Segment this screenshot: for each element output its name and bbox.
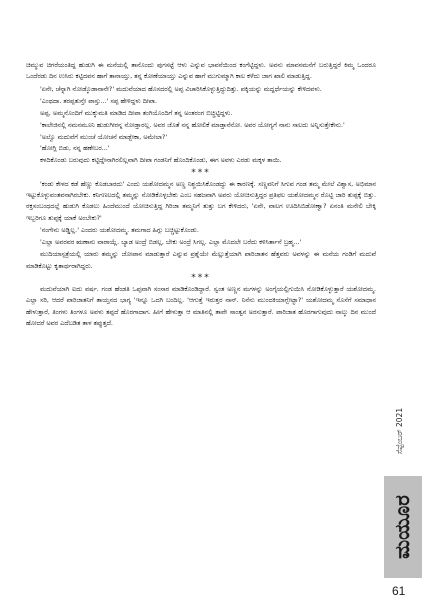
paragraph: 'ಎಲ್ಲಾ ಅವರವರ ಋಣಾನು ವಾರಾಯ್ಲೆ. ಬ್ಯಾಡ ಅಂದ್ರೆ ಬಿಡಲ್ಲ, ಬೇಕು ಅಂದ್ರೆ ಸಿಗಲ್ಲ. ಎಲ್ಲಾ ಮೊದಲೇ ಬರೆದು ಕಳಿಸಿರ್ತಾನೆ ಬ್ರಹ್ಮ...' xyxy=(40,238,302,247)
paragraph: 'ಕಾಲೇಜಿನಲ್ಲಿ ನಮನಮೂನಿ ಹುಡುಗೀರನ್ನ ನೋಡ್ತಾರಲ್ಲ. ಅವರ ಜೊತೆ ನನ್ನ ಹೋಲಿಕೆ ಮಾಡ್ತಾನೆನೋ. ಅವರ ಯೋಗ್ಯಗೆ ನಾನು ಸಾಲದು ಅನ್ನಿಸುತ್ತೇಕೇನು.' xyxy=(40,121,345,130)
paragraph: ಅಪ್ಪ, ಅಮ್ಮನೊಂದಿಗೆ ಮುಕ್ಕುಮತಿ ಮಾಡಿದ ದೀಪಾ ತಂಗಿಯೊಂದಿಗೆ ತನ್ನ ಅಂತರಂಗ ಬಿಚ್ಚಿಟ್ಟಿದ್ದಳು. xyxy=(40,109,233,118)
paragraph: ಮುದಿಯಾಸ್ಪತ್ರೆಯಲ್ಲಿ ಯಾರು ತಮ್ಮನ್ನು ಜೋಪಾನ ಮಾಡುತ್ತಾರೆ ಎನ್ನುವ ಪ್ರಶ್ನೆಯೇ ಮೆಲ್ಲುತ್ತೆಯಾಗಿ ಪಾರಿಜಾತನ ಹೆತ್ತವರು ಅವಳನ್ನು ಈ ಮನೆಯ ಗಂಡಿಗೆ ಮದುವೆ ಮಾಡಿಕೊಟ್ಟು ಕೃತಾರ್ಥರಾಗಿದ್ದರು. xyxy=(26,250,376,270)
issue-date xyxy=(388,388,412,474)
magazine-logo xyxy=(386,478,420,576)
paragraph: ಕಳದಿಕೊಂಡು ಬರುವುದು ಕಟ್ಟಿದ್ದೇನಾಗಿರಲಿಲ್ಲವಾಗಿ ದೀಪಾ ಗಂಡನಿಗೆ ಹೊಂದಿಕೊಂಡು, ಈಗ ಅವಳು ಎರಡು ಮಕ್ಕಳ ತಾಯಿ. xyxy=(40,156,282,165)
paragraph: 'ಏನೇ, ಚೆನ್ನಾಗಿ ನೋಡ್ಕೊಡಾನಾನೇ?' ಮದುವೆಯಾದ ಹೊಸದರಲ್ಲಿ ಅಪ್ಪ ವಿಚಾರಿಸಿಕೊಳ್ಳುತ್ತಿದ್ದುದಿತ್ತು. ಪಕ್ಕಿಯನ್ನು ಮದ್ದರ್ಧೆಯನ್ನು ಕೇಳಿದವಳು. xyxy=(40,84,322,93)
issue-date-label: ಸೆಪ್ಟೆಂಬರ್ 2021 xyxy=(395,407,405,455)
paragraph: 'ಅಲ್ವೊ ಮದುವೆಗೆ ಮುಂಚೆ ಯೋಚನೆ ಮಾಡ್ಬೇಕಾ, ಅಮೇಲಾ?' xyxy=(40,132,168,141)
section-break: *** xyxy=(191,167,211,178)
paragraph: 'ಎಂಥದಾ. ತರಪ್ಪತುನ್ತೇ ಪಾಸ್ತು...' ಸಪ್ಪ ಹೇಳಿದ್ದಳು ದೀಪಾ. xyxy=(40,96,158,105)
page-number: 61 xyxy=(392,584,406,598)
paragraph: ಚಿಮ್ಮುವ ಚಿಗರೆಯಂತಿದ್ದ ಹುಡುಗಿ ಈ ಮನೆಯಲ್ಲಿ ತಾನೊಂದು ಪುಗಸಟ್ಟೆ ಆಳು ಎನ್ನುವ ಭಾವನೆಯಿಂದ ಕಂಗೆಟ್ಟಿದ್ದಳು. ಅವನು ಮಾವನಮನೆಗೆ ಬರುತ್ತಿದ್ದರೆ ಕಿಮ್ಮ ಒಂದರೂ ಒಂದೆರಡು ದಿನ ಉಸಿರು ಕಟ್ಟಿದವನ ಹಾಗೆ ತಾನಾಯ್ತು, ತನ್ನ ಕೋಣೆಯಾಯ್ತು ಎನ್ನುವ ಹಾಗೆ ಮುಗುಮ್ಮಾಗಿ ಕಾಲ ಕಳೆದು ಜಾಗ ಖಾಲಿ ಮಾಡುತ್ತಿದ್ದ. xyxy=(26,61,376,81)
paragraph: 'ಹೋಗ್ಲಿ ಬಿಡು, ನನ್ನ ಹಣೇಬರ...' xyxy=(40,144,110,153)
paragraph: 'ಕಂಡು ಕೇಳದ ಕಡೆ ಹೆಣ್ಣು ಕೊಡಬಾರದು' ಎಂದು ಯಶೋದಮ್ಮನ ಅಣ್ಣ ನಿಶ್ಚಯಿಸಿಕೊಂಡದ್ದು ಈ ಕಾರಣಕ್ಕೆ. ಸಣ್ಣವನಿಗೆ ಸಿಗುವ ಗಂಡ ತಮ್ಮ ಮೇಲೆ ವಿಶ್ವಾಸ, ಅಭಿಮಾನ ಇಟ್ಟುಕೊಳ್ಳುವಂತವನಾಗಿರಬೇಕು. ಕನಿಗಣಲದಲ್ಲಿ ತಮ್ಮನ್ನು ನೋಡಿಕೊಳ್ಳಬೇಕು ಎಂಬ ಸಹಜವಾಗಿ ಅವರು ಯೋಚಿಸುತ್ತಿದ್ದರ ಪ್ರತಿಫಲ ಯಶೋದಮ್ಮನ ರೊಟ್ಟಿ ಜಾರಿ ತುಪ್ಪಕ್ಕೆ ಬಿತ್ತು. ರಕ್ತಸಂಬಂಧದಲ್ಲೆ ಹುಡುಗಿ ಕೊಡಲು ಹಿಂದೆಮುಂದೆ ಯೋಚಿಸುತ್ತಿದ್ದ ಗಿರಿಜಾ ತಮ್ಮನಿಗೆ ತುತ್ತು ಬಗ ಕೇಳಿದರು, 'ಏನೇ, ವಾಲಗ ಊದಿಸಿಬಿಡೋಣ್ವಾ? ಏನಂತಿ ಮನೇಲಿ ಬೇಕ್ಕಿ ಇಬ್ಬರಿಗೂ ತುಪ್ಪಕ್ಕೆ ಯಾಕೆ ಅಂಬೇಕು?' xyxy=(26,179,376,222)
section-break: *** xyxy=(191,273,211,284)
paragraph: 'ನಂಗೇನು ಅಡ್ಡಿಲ್ಲ.' ಎಂದರು ಯಶೋದಮ್ಮ. ತಮಗಾದ ಹಿಗ್ಗು ಬಚ್ಚಿಟ್ಟುಕೊಂಡು. xyxy=(40,225,199,234)
article-body xyxy=(26,60,376,329)
magazine-name: ಮಯೂರ xyxy=(390,495,414,559)
paragraph: ಮದುವೆಯಾಗಿ ಐದು ವರ್ಷ. ಗಂಡ ಹೆಂಡತಿ ಒಪ್ಪವಾಗಿ ಸಂಸಾರ ಮಾಡಿಕೊಂಡಿದ್ದಾರೆ. ಸ್ವಂತ ಅಣ್ಣನ ಮಗಳನ್ನು ಅಂಗೈಯಲ್ಲಿಗುಯಿಸಿ ನೋಡಿಕೊಳ್ಳುತ್ತಾರೆ ಯಶೋದಮ್ಮ. ಎಲ್ಲಾ ಸರಿ, ಆದರೆ ಪಾರಿಜಾತನಿಗೆ ತಾಯ್ತನದ ಭಾಗ್ಯ 'ಇನ್ನೂ ಒದಗಿ ಬಂದಿಲ್ಲ. 'ಆಗುತ್ತೆ ಇರುತ್ತರ ನಾನ್. ನಿನೆನು ಮುಂದಕಿಯಾಗ್ಬೇಟ್ಟಾ?' ಯಶೋದಮ್ಮ ಸೊಸೆಗೆ ಸಮಾಧಾನ ಹೇಳುತ್ತಾರೆ, ತಿಂಗಳು ತಿಂಗಳೂ ಅವಳು ತಪ್ಪದೆ ಹೊರಗಾದಾಗ. ಹೀಗೆ ಹೇಳುತ್ತಾ ಆ ಮಾತಿನಲ್ಲಿ ತಾವೇ ಸಾಂತ್ವನ ಅರಸುತ್ತಾರೆ. ಪಾರಿಜಾತ ಹೊರಗಾಗುವುದು ನಾಲ್ಕು ದಿನ ಮುಂದೆ ಹೋದರೆ ಅವರ ಎದೆಬಡಿತ ತಾಳ ತಪ್ಪುತ್ತದೆ. xyxy=(26,285,376,327)
magazine-logo-wordmark xyxy=(386,478,420,576)
